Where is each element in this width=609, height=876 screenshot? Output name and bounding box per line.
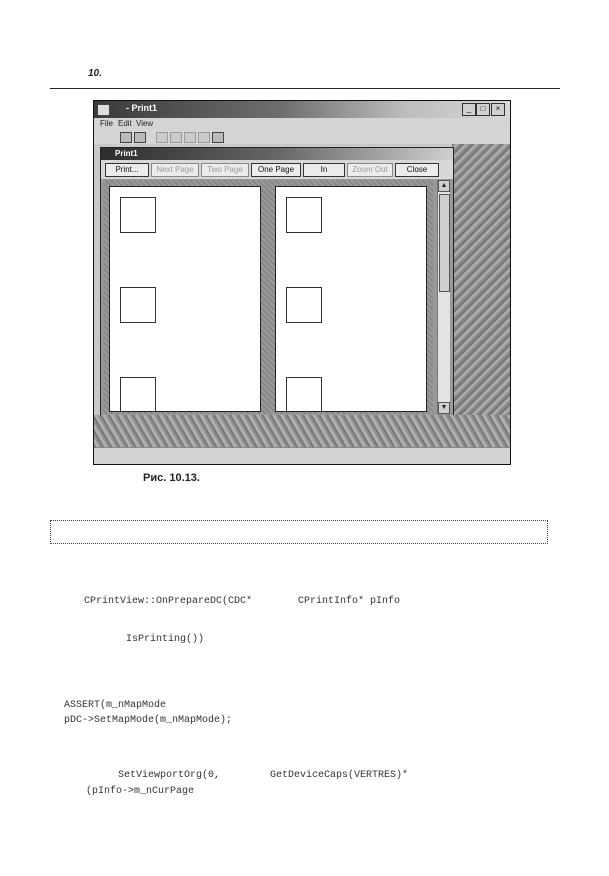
code-line: IsPrinting())	[126, 634, 205, 645]
desktop-background	[452, 144, 510, 444]
code-line: (pInfo->m_nCurPage	[86, 786, 195, 797]
page-square	[286, 377, 322, 412]
two-page-button[interactable]: Two Page	[201, 163, 249, 177]
preview-toolbar	[101, 160, 453, 179]
header-rule	[50, 88, 560, 89]
zoom-in-button[interactable]: In	[303, 163, 345, 177]
page-square	[286, 197, 322, 233]
open-icon[interactable]	[120, 132, 132, 143]
app-icon[interactable]	[97, 104, 110, 116]
next-page-button[interactable]: Next Page	[151, 163, 199, 177]
cut-icon[interactable]	[156, 132, 168, 143]
figure-caption: Рис. 10.13.	[143, 472, 200, 484]
menu-bar	[94, 118, 510, 130]
toolbar	[94, 130, 510, 144]
preview-title: Print1	[115, 149, 138, 158]
print-button[interactable]: Print...	[105, 163, 149, 177]
vertical-scrollbar[interactable]	[437, 180, 450, 414]
print-icon[interactable]	[198, 132, 210, 143]
app-title: - Print1	[126, 103, 158, 113]
zoom-out-button[interactable]: Zoom Out	[347, 163, 393, 177]
screenshot-frame	[93, 100, 511, 465]
help-icon[interactable]	[212, 132, 224, 143]
app-titlebar	[94, 101, 510, 118]
scroll-thumb[interactable]	[439, 194, 450, 292]
preview-page-left	[109, 186, 261, 412]
code-line: CPrintInfo* pInfo	[298, 596, 401, 607]
maximize-button[interactable]: □	[476, 103, 490, 116]
close-button[interactable]: ×	[491, 103, 505, 116]
preview-window	[100, 147, 454, 417]
menu-view[interactable]: View	[136, 119, 154, 128]
menu-edit[interactable]: Edit	[118, 119, 132, 128]
copy-icon[interactable]	[170, 132, 182, 143]
page-square	[120, 377, 156, 412]
code-line: ASSERT(m_nMapMode	[64, 700, 167, 711]
page-square	[120, 197, 156, 233]
page-square	[286, 287, 322, 323]
note-box	[50, 520, 548, 544]
paste-icon[interactable]	[184, 132, 196, 143]
scroll-up-icon[interactable]: ▲	[438, 180, 450, 192]
page-square	[120, 287, 156, 323]
code-line: CPrintView::OnPrepareDC(CDC*	[84, 596, 253, 607]
desktop-background-bottom	[94, 415, 510, 447]
minimize-button[interactable]: _	[462, 103, 476, 116]
chapter-number: 10.	[88, 68, 102, 79]
preview-titlebar	[101, 148, 453, 160]
menu-file[interactable]: File	[100, 119, 113, 128]
preview-close-button[interactable]: Close	[395, 163, 439, 177]
save-icon[interactable]	[134, 132, 146, 143]
scroll-down-icon[interactable]: ▼	[438, 402, 450, 414]
status-bar	[94, 447, 510, 465]
preview-area	[103, 180, 433, 414]
one-page-button[interactable]: One Page	[251, 163, 301, 177]
code-line: GetDeviceCaps(VERTRES)*	[270, 770, 409, 781]
code-line: pDC->SetMapMode(m_nMapMode);	[64, 715, 233, 726]
preview-page-right	[275, 186, 427, 412]
code-line: SetViewportOrg(0,	[118, 770, 221, 781]
